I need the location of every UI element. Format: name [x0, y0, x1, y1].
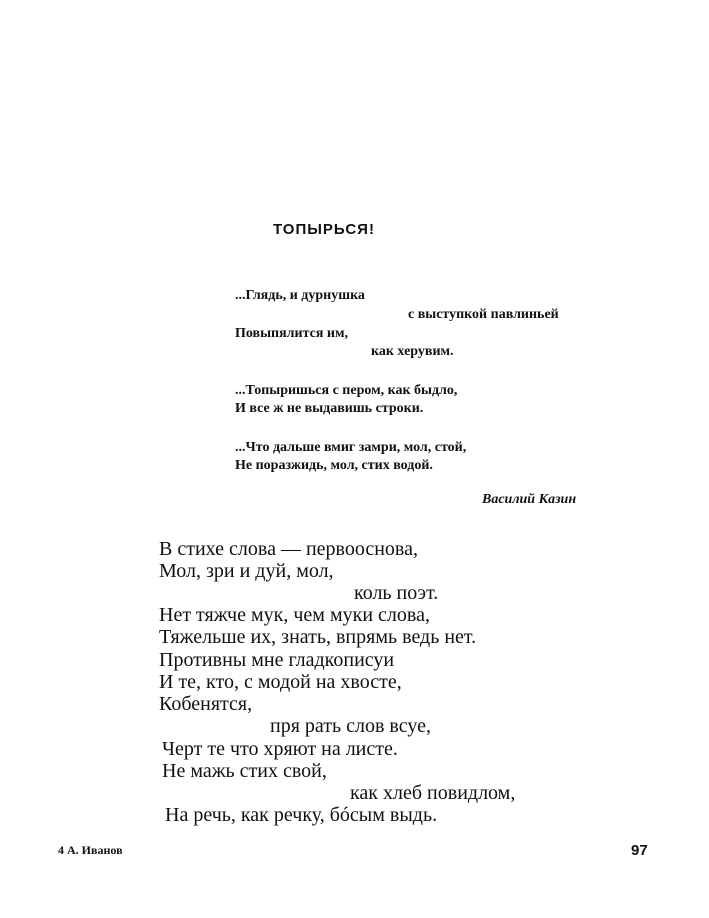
poem-line: На речь, как речку, бóсым выдь. [165, 804, 438, 826]
page-number: 97 [631, 842, 648, 859]
poem-line: Черт те что хряют на листе. [162, 738, 398, 760]
epigraph-line: ...Глядь, и дурнушка [235, 288, 365, 303]
epigraph-line: как херувим. [371, 344, 454, 359]
epigraph-line: Повыпялится им, [235, 326, 349, 341]
poem-line: коль поэт. [354, 582, 439, 604]
epigraph-line: ...Что дальше вмиг замри, мол, стой, [235, 440, 467, 455]
epigraph-line: с выступкой павлиньей [408, 307, 559, 322]
poem-line: как хлеб повидлом, [350, 782, 516, 804]
epigraph-author: Василий Казин [482, 492, 577, 507]
poem-line: Мол, зри и дуй, мол, [159, 560, 334, 582]
epigraph-line: И все ж не выдавишь строки. [235, 401, 424, 416]
poem-line: В стихе слова — первооснова, [159, 538, 418, 560]
poem-line: Нет тяжче мук, чем муки слова, [159, 604, 430, 626]
poem-line: Противны мне гладкописуи [159, 649, 395, 671]
epigraph-line: ...Топыришься с пером, как быдло, [235, 383, 458, 398]
poem-title: ТОПЫРЬСЯ! [273, 221, 375, 238]
poem-line: пря рать слов всуе, [270, 715, 431, 737]
footer-signature: 4 А. Иванов [58, 843, 123, 857]
epigraph-line: Не поразжидь, мол, стих водой. [235, 458, 433, 473]
poem-line: Не мажь стих свой, [162, 760, 327, 782]
poem-line: Кобенятся, [159, 693, 253, 715]
poem-line: Тяжельше их, знать, впрямь ведь нет. [159, 626, 477, 648]
poem-line: И те, кто, с модой на хвосте, [159, 671, 402, 693]
